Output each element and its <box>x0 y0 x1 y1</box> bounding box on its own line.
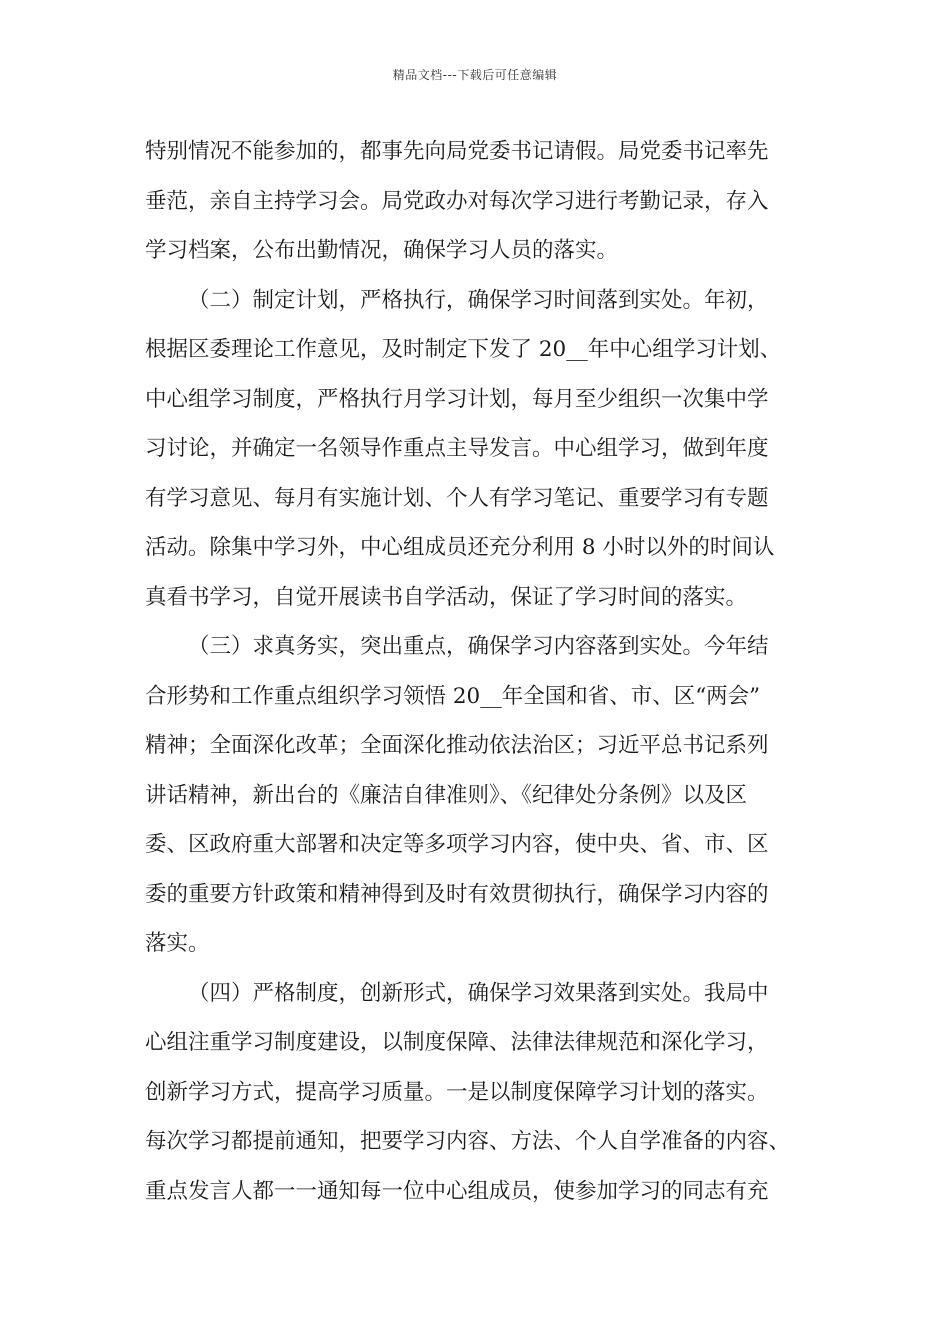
paragraph-line: 特别情况不能参加的，都事先向局党委书记请假。局党委书记率先 <box>145 139 769 164</box>
paragraph-line: 落实。 <box>145 931 210 956</box>
paragraph-3 <box>145 622 810 969</box>
paragraph-line: 根据区委理论工作意见，及时制定下发了 20__年中心组学习计划、 <box>145 337 782 362</box>
paragraph-line: 习讨论，并确定一名领导作重点主导发言。中心组学习，做到年度 <box>145 436 769 461</box>
paragraph-line: 心组注重学习制度建设，以制度保障、法律法律规范和深化学习， <box>145 1030 769 1055</box>
paragraph-line: 合形势和工作重点组织学习领悟 20__年全国和省、市、区“两会” <box>145 683 761 709</box>
paragraph-line: 学习档案，公布出勤情况，确保学习人员的落实。 <box>145 238 619 263</box>
paragraph-line: 垂范，亲自主持学习会。局党政办对每次学习进行考勤记录，存入 <box>145 188 769 214</box>
paragraph-line: （四）严格制度，创新形式，确保学习效果落到实处。我局中 <box>188 980 769 1006</box>
paragraph-line: 每次学习都提前通知，把要学习内容、方法、个人自学准备的内容、 <box>145 1129 791 1154</box>
paragraph-line: 真看书学习，自觉开展读书自学活动，保证了学习时间的落实。 <box>145 584 748 610</box>
paragraph-line: 重点发言人都一一通知每一位中心组成员，使参加学习的同志有充 <box>145 1178 769 1204</box>
paragraph-line: 讲话精神，新出台的《廉洁自律准则》、《纪律处分条例》以及区 <box>145 782 748 808</box>
paragraph-1 <box>145 127 810 276</box>
paragraph-2 <box>145 276 810 623</box>
paragraph-line: 委、区政府重大部署和决定等多项学习内容，使中央、省、市、区 <box>145 832 769 857</box>
page-header: 精品文档---下载后可任意编辑 <box>392 68 558 82</box>
paragraph-4 <box>145 969 810 1217</box>
paragraph-line: （三）求真务实，突出重点，确保学习内容落到实处。今年结 <box>188 634 769 659</box>
paragraph-line: 委的重要方针政策和精神得到及时有效贯彻执行，确保学习内容的 <box>145 881 769 907</box>
document-body <box>145 127 810 1216</box>
paragraph-line: （二）制定计划，严格执行，确保学习时间落到实处。年初， <box>188 287 769 313</box>
paragraph-line: 精神；全面深化改革；全面深化推动依法治区；习近平总书记系列 <box>145 733 769 758</box>
paragraph-line: 中心组学习制度，严格执行月学习计划，每月至少组织一次集中学 <box>145 386 769 412</box>
paragraph-line: 有学习意见、每月有实施计划、个人有学习笔记、重要学习有专题 <box>145 485 769 511</box>
paragraph-line: 创新学习方式，提高学习质量。一是以制度保障学习计划的落实。 <box>145 1079 769 1105</box>
paragraph-line: 活动。除集中学习外，中心组成员还充分利用 8 小时以外的时间认 <box>145 535 775 560</box>
